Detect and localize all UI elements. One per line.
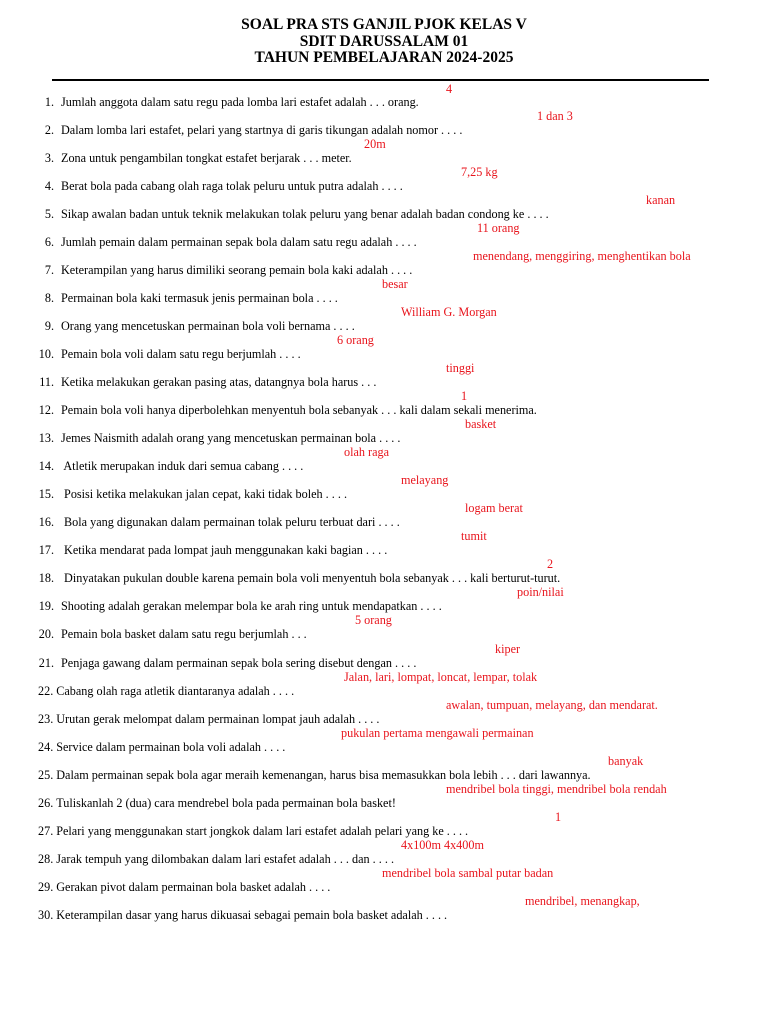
answer-key: awalan, tumpuan, melayang, dan mendarat. [446, 698, 658, 712]
answer-key: 4 [446, 82, 453, 96]
question-item [38, 852, 394, 866]
question-number: 4. [44, 179, 54, 193]
question-text: Penjaga gawang dalam permainan sepak bola sering disebut dengan . . . . [61, 656, 417, 670]
question-number: 29. [38, 880, 54, 894]
question-item [38, 684, 294, 698]
question-number: 17. [38, 543, 54, 557]
question-text: Orang yang mencetuskan permainan bola voli bernama . . . . [61, 319, 355, 333]
question-number: 28. [38, 852, 54, 866]
question-number: 9. [44, 319, 54, 333]
question-text: Keterampilan yang harus dimiliki seorang pemain bola kaki adalah . . . . [61, 263, 413, 277]
question-number: 26. [38, 796, 54, 810]
question-item [28, 207, 549, 221]
question-number: 18. [38, 571, 54, 585]
question-number: 27. [38, 824, 54, 838]
question-item [28, 319, 355, 333]
answer-key: menendang, menggiring, menghentikan bola [473, 249, 691, 263]
question-item [38, 824, 468, 838]
question-text: Sikap awalan badan untuk teknik melakukan tolak peluru yang benar adalah badan condong ke . . . . [61, 207, 549, 221]
answer-key: basket [465, 417, 497, 431]
answer-key: William G. Morgan [401, 305, 497, 319]
header-divider [52, 79, 709, 81]
question-text: Service dalam permainan bola voli adalah . . . . [56, 740, 286, 754]
question-text: Tuliskanlah 2 (dua) cara mendrebel bola pada permainan bola basket! [56, 796, 396, 810]
answer-key: mendribel bola tinggi, mendribel bola rendah [446, 782, 667, 796]
document-header [0, 17, 768, 67]
question-item [28, 95, 419, 109]
question-number: 15. [38, 487, 54, 501]
question-number: 25. [38, 768, 54, 782]
question-item [28, 571, 560, 585]
question-number: 22. [38, 684, 54, 698]
answer-key: 2 [547, 557, 554, 571]
question-text: Zona untuk pengambilan tongkat estafet berjarak . . . meter. [61, 151, 352, 165]
question-number: 16. [38, 515, 54, 529]
question-item [28, 123, 462, 137]
question-item [28, 459, 303, 473]
question-text: Ketika mendarat pada lompat jauh menggunakan kaki bagian . . . . [61, 543, 388, 557]
question-item [28, 235, 417, 249]
answer-key: tinggi [446, 361, 475, 375]
question-item [38, 880, 330, 894]
question-number: 11. [39, 375, 54, 389]
question-item [38, 740, 285, 754]
answer-key: kanan [646, 193, 676, 207]
answer-key: 1 [555, 810, 562, 824]
answer-key: banyak [608, 754, 644, 768]
question-text: Pemain bola voli hanya diperbolehkan menyentuh bola sebanyak . . . kali dalam sekali menerima. [61, 403, 537, 417]
question-text: Pemain bola voli dalam satu regu berjumlah . . . . [61, 347, 301, 361]
answer-key: mendribel bola sambal putar badan [382, 866, 554, 880]
question-text: Dalam lomba lari estafet, pelari yang startnya di garis tikungan adalah nomor . . . . [61, 123, 463, 137]
header-year: TAHUN PEMBELAJARAN 2024-2025 [254, 49, 514, 66]
question-text: Ketika melakukan gerakan pasing atas, datangnya bola harus . . . [61, 375, 377, 389]
question-number: 24. [38, 740, 54, 754]
question-text: Cabang olah raga atletik diantaranya adalah . . . . [56, 684, 295, 698]
question-item [38, 712, 379, 726]
question-number: 5. [44, 207, 54, 221]
question-item [28, 599, 442, 613]
answer-key: 7,25 kg [461, 165, 498, 179]
question-item [28, 263, 412, 277]
question-text: Dalam permainan sepak bola agar meraih kemenangan, harus bisa memasukkan bola lebih . . . dari lawannya. [56, 768, 591, 782]
question-number: 13. [38, 431, 54, 445]
answer-key: logam berat [465, 501, 523, 515]
question-number: 7. [44, 263, 54, 277]
answer-key: 11 orang [477, 221, 520, 235]
question-item [38, 908, 447, 922]
question-text: Pelari yang menggunakan start jongkok dalam lari estafet adalah pelari yang ke . . . . [56, 824, 469, 838]
question-text: Permainan bola kaki termasuk jenis permainan bola . . . . [61, 291, 338, 305]
question-text: Gerakan pivot dalam permainan bola basket adalah . . . . [56, 880, 331, 894]
answer-key: mendribel, menangkap, [525, 894, 640, 908]
question-text: Jemes Naismith adalah orang yang mencetuskan permainan bola . . . . [61, 431, 401, 445]
answer-key: poin/nilai [517, 585, 564, 599]
question-item [28, 179, 403, 193]
question-number: 14. [38, 459, 54, 473]
question-text: Posisi ketika melakukan jalan cepat, kaki tidak boleh . . . . [61, 487, 347, 501]
question-text: Keterampilan dasar yang harus dikuasai sebagai pemain bola basket adalah . . . . [56, 908, 448, 922]
question-text: Urutan gerak melompat dalam permainan lompat jauh adalah . . . . [56, 712, 380, 726]
answer-key: melayang [401, 473, 449, 487]
question-item [28, 151, 352, 165]
question-item [28, 515, 400, 529]
answer-key: 4x100m 4x400m [401, 838, 484, 852]
question-number: 1. [44, 95, 54, 109]
question-number: 8. [44, 291, 54, 305]
question-item [28, 543, 387, 557]
question-number: 20. [38, 627, 54, 641]
question-item [28, 375, 376, 389]
question-number: 21. [38, 656, 54, 670]
question-text: Jarak tempuh yang dilombakan dalam lari estafet adalah . . . dan . . . . [56, 852, 394, 866]
answer-key: 20m [364, 137, 386, 151]
question-number: 12. [38, 403, 54, 417]
answer-key: Jalan, lari, lompat, loncat, lempar, tolak [344, 670, 538, 684]
question-text: Shooting adalah gerakan melempar bola ke arah ring untuk mendapatkan . . . . [61, 599, 442, 613]
question-text: Atletik merupakan induk dari semua cabang . . . . [61, 459, 304, 473]
question-number: 6. [44, 235, 54, 249]
question-number: 23. [38, 712, 54, 726]
answer-key: 5 orang [355, 613, 392, 627]
question-number: 10. [38, 347, 54, 361]
header-school: SDIT DARUSSALAM 01 [299, 32, 469, 50]
question-number: 19. [38, 599, 54, 613]
question-item [28, 487, 347, 501]
question-item [28, 656, 416, 670]
question-item [28, 627, 307, 641]
answer-key: 1 [461, 389, 468, 403]
answer-key: besar [382, 277, 408, 291]
question-item [38, 768, 591, 782]
header-title: SOAL PRA STS GANJIL PJOK KELAS V [241, 16, 527, 33]
question-text: Berat bola pada cabang olah raga tolak peluru untuk putra adalah . . . . [61, 179, 403, 193]
question-item [28, 403, 537, 417]
question-number: 30. [38, 908, 54, 922]
question-item [28, 431, 400, 445]
answer-key: pukulan pertama mengawali permainan [341, 726, 534, 740]
answer-key: tumit [461, 529, 487, 543]
question-item [28, 347, 301, 361]
question-item [38, 796, 396, 810]
answer-key: olah raga [344, 445, 390, 459]
answer-key: 1 dan 3 [537, 109, 573, 123]
question-number: 3. [44, 151, 54, 165]
answer-key: kiper [495, 642, 521, 656]
question-item [28, 291, 338, 305]
question-text: Bola yang digunakan dalam permainan tolak peluru terbuat dari . . . . [61, 515, 400, 529]
question-text: Pemain bola basket dalam satu regu berjumlah . . . [61, 627, 307, 641]
question-text: Jumlah anggota dalam satu regu pada lomba lari estafet adalah . . . orang. [61, 95, 419, 109]
question-number: 2. [44, 123, 54, 137]
question-text: Dinyatakan pukulan double karena pemain bola voli menyentuh bola sebanyak . . . kali berturut-turut. [61, 571, 561, 585]
answer-key: 6 orang [337, 333, 374, 347]
question-text: Jumlah pemain dalam permainan sepak bola dalam satu regu adalah . . . . [61, 235, 417, 249]
